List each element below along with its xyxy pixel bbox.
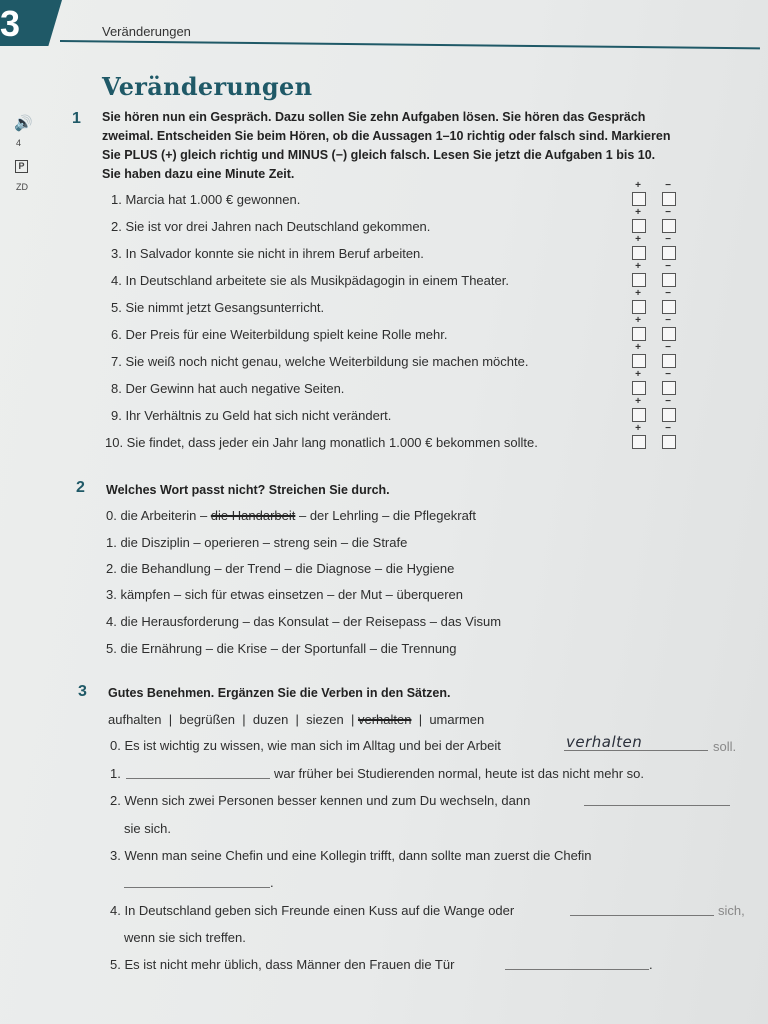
exercise-1-number: 1	[72, 110, 81, 127]
answer-pair-8	[629, 369, 673, 393]
plus-checkbox[interactable]	[632, 408, 646, 422]
sentence-1-number: 1.	[110, 766, 121, 781]
plus-checkbox[interactable]	[632, 354, 646, 368]
statement-10: 10. Sie findet, dass jeder ein Jahr lang monatlich 1.000 € bekommen sollte.	[105, 435, 538, 450]
minus-checkbox[interactable]	[662, 435, 676, 449]
plus-checkbox[interactable]	[632, 435, 646, 449]
plus-checkbox[interactable]	[632, 192, 646, 206]
answer-pair-7	[629, 342, 673, 366]
minus-checkbox[interactable]	[662, 192, 676, 206]
minus-sign: −	[665, 342, 671, 353]
answer-blank-2[interactable]	[584, 793, 730, 806]
plus-sign: +	[635, 207, 641, 218]
answer-blank-3[interactable]	[124, 875, 270, 888]
exercise-1-instruction: Sie hören nun ein Gespräch. Dazu sollen Sie zehn Aufgaben lösen. Sie hören das Gespräch zweimal. Entscheiden Sie beim Hören, ob die Aussagen 1–10 richtig oder falsch sind. Markieren Sie PLUS (+) gleich richtig und MINUS (−) gleich falsch. Lesen Sie jetzt die Aufgaben 1 bis 10. Sie haben dazu eine Minute Zeit.	[102, 110, 671, 181]
answer-pair-5	[629, 288, 673, 312]
plus-sign: +	[635, 315, 641, 326]
minus-sign: −	[665, 315, 671, 326]
speaker-icon: 🔊	[14, 115, 33, 132]
running-title: Veränderungen	[102, 24, 191, 39]
minus-checkbox[interactable]	[662, 300, 676, 314]
sentence-0: 0. Es ist wichtig zu wissen, wie man sich im Alltag und bei der Arbeit	[110, 738, 501, 753]
answer-pair-3	[629, 234, 673, 258]
answer-pair-6	[629, 315, 673, 339]
exercise-2-number: 2	[76, 479, 85, 496]
plus-sign: +	[635, 369, 641, 380]
struck-verb: verhalten	[357, 712, 412, 727]
word-row-1: 1. die Disziplin – operieren – streng sein – die Strafe	[106, 535, 408, 550]
answer-pair-10	[629, 423, 673, 447]
statement-5: 5. Sie nimmt jetzt Gesangsunterricht.	[111, 300, 325, 315]
statement-1: 1. Marcia hat 1.000 € gewonnen.	[111, 192, 301, 207]
statement-4: 4. In Deutschland arbeitete sie als Musikpädagogin in einem Theater.	[111, 273, 509, 288]
plus-sign: +	[635, 288, 641, 299]
struck-word: die Handarbeit	[210, 508, 296, 523]
minus-sign: −	[665, 369, 671, 380]
plus-sign: +	[635, 180, 641, 191]
sentence-3-end: .	[270, 875, 274, 890]
minus-sign: −	[665, 234, 671, 245]
word-row-0: 0. die Arbeiterin – die Handarbeit – der Lehrling – die Pflegekraft	[106, 508, 477, 523]
page-title: Veränderungen	[102, 72, 313, 101]
sentence-3: 3. Wenn man seine Chefin und eine Kollegin trifft, dann sollte man zuerst die Chefin	[110, 848, 592, 863]
sentence-4: 4. In Deutschland geben sich Freunde einen Kuss auf die Wange oder	[110, 903, 515, 918]
sentence-4-end: sich,	[718, 903, 745, 918]
answer-blank-1[interactable]	[126, 766, 270, 779]
answer-pair-9	[629, 396, 673, 420]
minus-sign: −	[665, 423, 671, 434]
word-row-4: 4. die Herausforderung – das Konsulat – der Reisepass – das Visum	[106, 614, 502, 629]
word-row-2: 2. die Behandlung – der Trend – die Diagnose – die Hygiene	[106, 561, 455, 576]
exercise-3-number: 3	[78, 683, 87, 700]
plus-checkbox[interactable]	[632, 381, 646, 395]
answer-pair-4	[629, 261, 673, 285]
statement-6: 6. Der Preis für eine Weiterbildung spielt keine Rolle mehr.	[111, 327, 448, 342]
minus-checkbox[interactable]	[662, 354, 676, 368]
statement-2: 2. Sie ist vor drei Jahren nach Deutschland gekommen.	[111, 219, 431, 234]
plus-sign: +	[635, 261, 641, 272]
plus-sign: +	[635, 234, 641, 245]
plus-checkbox[interactable]	[632, 273, 646, 287]
statement-3: 3. In Salvador konnte sie nicht in ihrem Beruf arbeiten.	[111, 246, 424, 261]
sentence-5-end: .	[649, 957, 653, 972]
sentence-2: 2. Wenn sich zwei Personen besser kennen und zum Du wechseln, dann	[110, 793, 531, 808]
chapter-number: 3	[0, 3, 21, 44]
word-bank: aufhalten | begrüßen | duzen | siezen | verhalten | umarmen	[108, 712, 485, 727]
plus-sign: +	[635, 396, 641, 407]
minus-checkbox[interactable]	[662, 381, 676, 395]
plus-checkbox[interactable]	[632, 219, 646, 233]
p-label: P	[15, 160, 28, 173]
plus-checkbox[interactable]	[632, 327, 646, 341]
minus-sign: −	[665, 288, 671, 299]
minus-checkbox[interactable]	[662, 408, 676, 422]
minus-sign: −	[665, 261, 671, 272]
answer-pair-2	[629, 207, 673, 231]
sentence-4-cont: wenn sie sich treffen.	[124, 930, 246, 945]
plus-sign: +	[635, 342, 641, 353]
answer-blank-5[interactable]	[505, 957, 649, 970]
plus-checkbox[interactable]	[632, 300, 646, 314]
minus-checkbox[interactable]	[662, 327, 676, 341]
plus-checkbox[interactable]	[632, 246, 646, 260]
statement-8: 8. Der Gewinn hat auch negative Seiten.	[111, 381, 345, 396]
statement-9: 9. Ihr Verhältnis zu Geld hat sich nicht verändert.	[111, 408, 392, 423]
word-row-3: 3. kämpfen – sich für etwas einsetzen – der Mut – überqueren	[106, 587, 463, 602]
minus-sign: −	[665, 207, 671, 218]
track-number: 4	[16, 138, 22, 148]
exercise-3-instruction: Gutes Benehmen. Ergänzen Sie die Verben in den Sätzen.	[108, 686, 451, 700]
sentence-2-cont: sie sich.	[124, 821, 171, 836]
plus-sign: +	[635, 423, 641, 434]
answer-blank-4[interactable]	[570, 903, 714, 916]
word-row-5: 5. die Ernährung – die Krise – der Sportunfall – die Trennung	[106, 641, 457, 656]
sentence-5: 5. Es ist nicht mehr üblich, dass Männer den Frauen die Tür	[110, 957, 455, 972]
header-rule	[60, 40, 760, 49]
sentence-1: war früher bei Studierenden normal, heute ist das nicht mehr so.	[274, 766, 644, 781]
minus-checkbox[interactable]	[662, 219, 676, 233]
zd-label: ZD	[16, 182, 28, 192]
exercise-2-instruction: Welches Wort passt nicht? Streichen Sie durch.	[106, 483, 390, 497]
sentence-0-end: soll.	[713, 739, 737, 754]
statement-7: 7. Sie weiß noch nicht genau, welche Weiterbildung sie machen möchte.	[111, 354, 529, 369]
minus-checkbox[interactable]	[662, 246, 676, 260]
minus-checkbox[interactable]	[662, 273, 676, 287]
minus-sign: −	[665, 180, 671, 191]
answer-pair-1	[629, 180, 673, 204]
handwritten-answer-0: verhalten	[566, 733, 643, 751]
minus-sign: −	[665, 396, 671, 407]
